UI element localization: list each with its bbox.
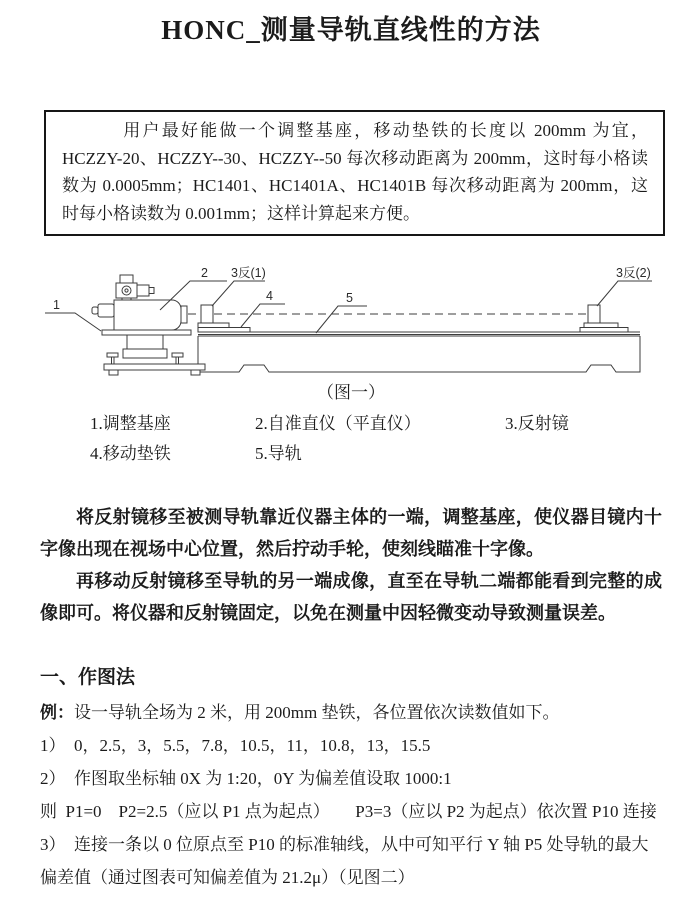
list-line: 则 P1=0 P2=2.5（应以 P1 点为起点） P3=3（应以 P2 为起点）依次置 P10 连接 [40,802,657,821]
list-line: 偏差值（通过图表可知偏差值为 21.2μ）（见图二） [40,868,415,887]
list-line: 1） 0，2.5，3，5.5，7.8，10.5，11，10.8，13，15.5 [40,736,431,755]
part-label-3b: 3反(2) [616,266,651,280]
section-heading: 一、作图法 [40,667,136,688]
reflector-1 [198,305,250,332]
example-line [40,700,662,726]
legend-item-5: 5.导轨 [255,444,302,463]
rail [198,332,640,372]
info-box: 用户最好能做一个调整基座，移动垫铁的长度以 200mm 为宜，HCZZY-20、HCZZY--30、HCZZY--50 每次移动距离为 200mm，这时每小格读数为 0.0005mm；HC1401、HC1401A、HC1401B 每次移动距离为 200mm，这时每小格读数为 0.001mm；这样计算起来方便。 [44,110,665,236]
legend-item-4: 4.移动垫铁 [90,444,171,463]
body-paragraphs [40,501,662,629]
figure-diagram [35,254,695,380]
legend-item-2: 2.自准直仪（平直仪） [255,414,421,433]
paragraph: 再移动反射镜移至导轨的另一端成像，直至在导轨二端都能看到完整的成像即可。将仪器和反射镜固定，以免在测量中因轻微变动导致测量误差。 [40,571,662,623]
part-label-2: 2 [201,266,208,280]
page-title: HONC_测量导轨直线性的方法 [161,15,541,45]
legend-item-1: 1.调整基座 [90,414,171,433]
paragraph: 将反射镜移至被测导轨靠近仪器主体的一端，调整基座，使仪器目镜内十字像出现在视场中心位置，然后拧动手轮，使刻线瞄准十字像。 [40,507,662,559]
document-page [0,12,700,891]
figure-caption: （图一） [317,383,385,402]
legend-row [90,409,662,439]
list-line: 2） 作图取坐标轴 0X 为 1:20，0Y 为偏差值设取 1000:1 [40,769,452,788]
example-text: 设一导轨全场为 2 米，用 200mm 垫铁，各位置依次读数值如下。 [74,703,560,722]
list-line: 3） 连接一条以 0 位原点至 P10 的标准轴线，从中可知平行 Y 轴 P5 处导轨的最大 [40,835,649,854]
legend-row [90,439,662,469]
autocollimator [92,275,205,375]
example-label: 例： [40,703,74,722]
part-label-3a: 3反(1) [231,266,266,280]
figure [40,254,662,469]
part-label-4: 4 [266,289,273,303]
figure-legend [40,409,662,469]
legend-item-3: 3.反射镜 [505,414,569,433]
part-label-5: 5 [346,291,353,305]
reflector-2 [580,305,628,332]
part-label-1: 1 [53,298,60,312]
